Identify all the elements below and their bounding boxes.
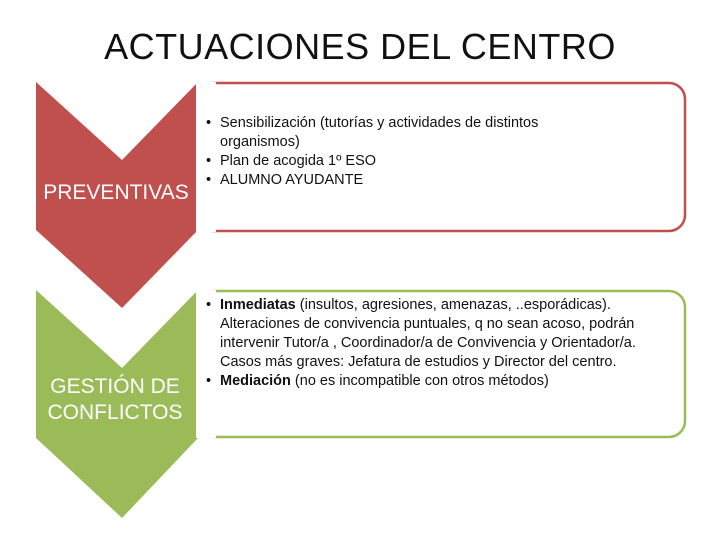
gestion-label	[36, 374, 194, 426]
gestion-list	[206, 296, 680, 391]
mediacion-term: Mediación	[220, 373, 291, 389]
list-item: • Sensibilización (tutorías y actividades de distintos organismos)	[206, 114, 616, 152]
slide-title: ACTUACIONES DEL CENTRO	[104, 26, 616, 67]
preventivas-list	[206, 114, 616, 190]
preventivas-label: PREVENTIVAS	[43, 181, 189, 204]
list-item: • ALUMNO AYUDANTE	[206, 171, 616, 190]
list-item: • Inmediatas (insultos, agresiones, amenazas, ..esporádicas). Alteraciones de convivencia puntuales, q no sean acoso, podrán intervenir Tutor/a , Coordinador/a de Convivencia y Orientador/a. Casos más graves: Jefatura de estudios y Director del centro.	[206, 296, 680, 372]
gestion-label-line1: GESTIÓN DE	[50, 375, 180, 398]
gestion-label-line2: CONFLICTOS	[47, 401, 183, 424]
list-item: • Plan de acogida 1º ESO	[206, 152, 616, 171]
inmediatas-term: Inmediatas	[220, 297, 296, 313]
list-item: • Mediación (no es incompatible con otros métodos)	[206, 372, 680, 391]
